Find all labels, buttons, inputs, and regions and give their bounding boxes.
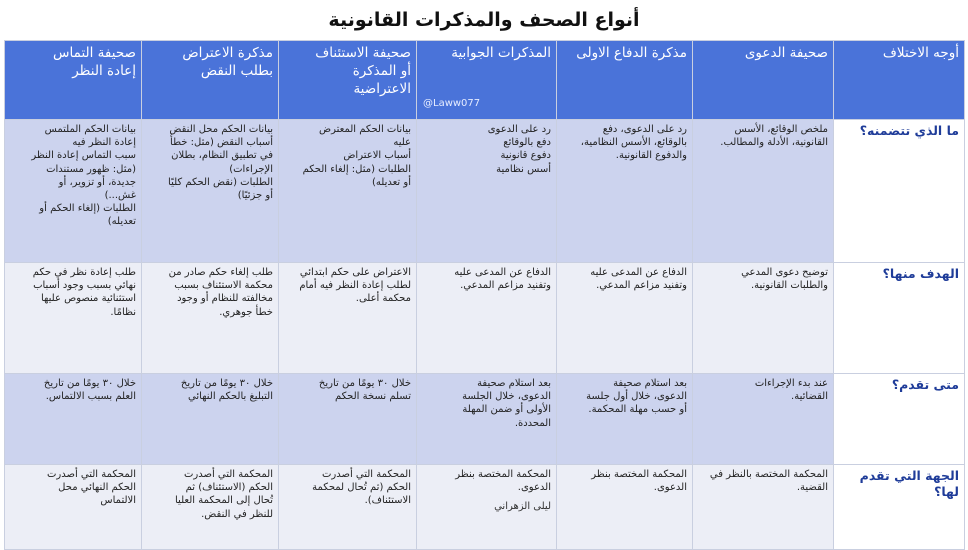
table-cell: [142, 465, 279, 550]
header-label: أوجه الاختلاف: [882, 45, 959, 61]
row-label: الهدف منها؟: [834, 263, 965, 374]
header-label: صحيفة التماس إعادة النظر: [53, 45, 136, 79]
table-cell: [417, 263, 557, 374]
table-cell: [5, 263, 142, 374]
row-label: متى تقدم؟: [834, 374, 965, 465]
header-label: المذكرات الجوابية: [451, 45, 551, 61]
table-cell: [557, 120, 693, 263]
header-cassation: [142, 41, 279, 120]
cell-text: بعد استلام صحيفة الدعوى، خلال أول جلسة أو حسب مهلة المحكمة.: [586, 378, 687, 416]
cell-text: المحكمة المختصة بنظر الدعوى.: [591, 469, 687, 494]
cell-text: المحكمة المختصة بنظر الدعوى.: [455, 469, 551, 494]
table-cell: [557, 465, 693, 550]
cell-text: المحكمة التي أصدرت الحكم (الاستئناف) ثم تُحال إلى المحكمة العليا للنظر في النقض.: [175, 469, 273, 520]
table-cell: [142, 263, 279, 374]
cell-text: بيانات الحكم المعترض عليه أسباب الاعتراض الطلبات (مثل: إلغاء الحكم أو تعديله): [302, 124, 411, 188]
header-reply-memos: [417, 41, 557, 120]
table-cell: [557, 374, 693, 465]
cell-text: الاعتراض على حكم ابتدائي لطلب إعادة النظر فيه أمام محكمة أعلى.: [299, 267, 411, 305]
header-appeal: [279, 41, 417, 120]
table-cell: [693, 374, 834, 465]
table-cell: [557, 263, 693, 374]
cell-text: الدفاع عن المدعى عليه وتفنيد مزاعم المدعي.: [454, 267, 551, 292]
cell-text: بيانات الحكم الملتمس إعادة النظر فيه سبب التماس إعادة النظر (مثل: ظهور مستندات جديدة، أو تزوير، أو غش...) الطلبات (إلغاء الحكم أو تعديله): [31, 124, 136, 228]
table-cell: [417, 465, 557, 550]
cell-text: بعد استلام صحيفة الدعوى، خلال الجلسة الأولى أو ضمن المهلة المحددة.: [462, 378, 551, 429]
cell-text: المحكمة التي أصدرت الحكم النهائي محل الالتماس: [46, 469, 136, 507]
table-row: [5, 465, 965, 550]
table-cell: [417, 120, 557, 263]
header-label: صحيفة الدعوى: [744, 45, 828, 61]
table-row: [5, 263, 965, 374]
cell-text: توضيح دعوى المدعي والطلبات القانونية.: [741, 267, 828, 292]
watermark-handle: @Laww077: [423, 98, 481, 109]
page-title: أنواع الصحف والمذكرات القانونية: [328, 9, 640, 31]
table-cell: [693, 120, 834, 263]
table-cell: [279, 120, 417, 263]
table-cell: [693, 465, 834, 550]
table-cell: [5, 120, 142, 263]
cell-text: المحكمة التي أصدرت الحكم (ثم تُحال لمحكمة الاستئناف).: [312, 469, 411, 507]
row-label: الجهة التي تقدم لها؟: [834, 465, 965, 550]
header-aspects: [834, 41, 965, 120]
table-cell: [279, 374, 417, 465]
table-cell: [5, 374, 142, 465]
author-signature: ليلى الزهراني: [494, 501, 551, 513]
cell-text: بيانات الحكم محل النقض أسباب النقض (مثل: خطأ في تطبيق النظام، بطلان الإجراءات) الطلبات (نقض الحكم كليًا أو جزئيًا): [168, 124, 273, 202]
row-label: ما الذي تتضمنه؟: [834, 120, 965, 263]
comparison-table: [4, 40, 965, 550]
cell-text: المحكمة المختصة بالنظر في القضية.: [709, 469, 828, 494]
header-label: مذكرة الدفاع الاولى: [576, 45, 687, 61]
cell-text: رد على الدعوى دفع بالوقائع دفوع قانونية أسس نظامية: [487, 124, 551, 175]
table-row: [5, 374, 965, 465]
header-first-defense: [557, 41, 693, 120]
table-cell: [693, 263, 834, 374]
table-cell: [279, 465, 417, 550]
cell-text: طلب إعادة نظر في حكم نهائي بسبب وجود أسباب استثنائية منصوص عليها نظامًا.: [32, 267, 136, 318]
cell-text: طلب إلغاء حكم صادر من محكمة الاستئناف بسبب مخالفته للنظام أو وجود خطأ جوهري.: [168, 267, 273, 318]
cell-text: رد على الدعوى، دفع بالوقائع، الأسس النظامية، والدفوع القانونية.: [580, 124, 687, 162]
cell-text: خلال ٣٠ يومًا من تاريخ التبليغ بالحكم النهائي: [180, 378, 273, 403]
cell-text: الدفاع عن المدعى عليه وتفنيد مزاعم المدعي.: [590, 267, 687, 292]
table-cell: [279, 263, 417, 374]
table-cell: [142, 374, 279, 465]
table-cell: [5, 465, 142, 550]
cell-text: عند بدء الإجراءات القضائية.: [754, 378, 828, 403]
cell-text: خلال ٣٠ يومًا من تاريخ تسلم نسخة الحكم: [318, 378, 411, 403]
header-label: صحيفة الاستئناف أو المذكرة الاعتراضية: [315, 45, 411, 97]
header-label: مذكرة الاعتراض بطلب النقض: [182, 45, 273, 79]
cell-text: ملخص الوقائع، الأسس القانونية، الأدلة والمطالب.: [720, 124, 828, 149]
table-cell: [417, 374, 557, 465]
header-reconsideration: [5, 41, 142, 120]
cell-text: خلال ٣٠ يومًا من تاريخ العلم بسبب الالتماس.: [43, 378, 136, 403]
header-row: [5, 41, 965, 120]
header-claim-sheet: [693, 41, 834, 120]
table-row: [5, 120, 965, 263]
table-cell: [142, 120, 279, 263]
